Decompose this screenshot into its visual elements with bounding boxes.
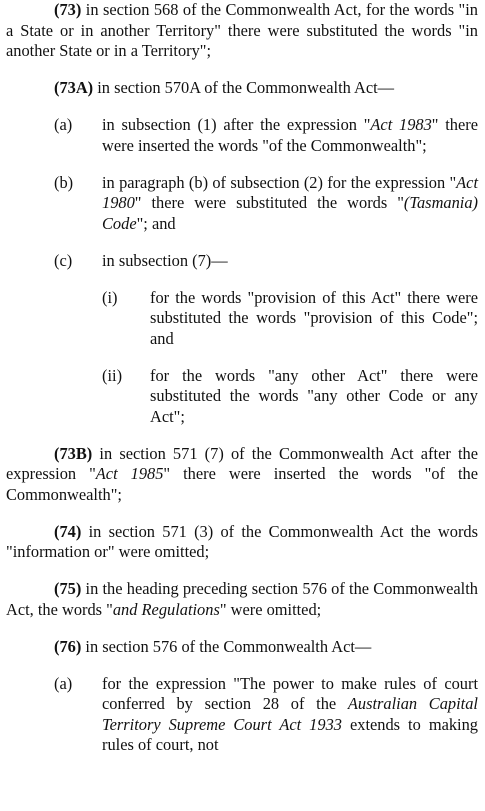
item-label: (c) [54,250,73,270]
item-label: (a) [54,115,73,134]
paragraph-number: (75) [54,579,82,598]
subitem-73a-c-i [6,288,478,350]
paragraph-text: in section 568 of the Commonwealth Act, for the words "in a State or in another Territory" there were substituted the words "in another State or in a Territory"; [6,0,478,60]
item-text-italic: Australian Capital Territory Supreme Court Act 1933 [102,694,478,734]
paragraph-text: " there were inserted the words "of the Commonwealth"; [6,464,478,504]
paragraph-73b [6,444,478,506]
item-text: " there were inserted the words "of the Commonwealth"; [102,115,478,155]
item-text-italic: Act 1980 [102,172,478,212]
item-text: "; and [136,213,176,233]
paragraph-text-italic: and Regulations [112,599,220,619]
paragraph-text: in section 570A of the Commonwealth Act— [93,78,395,97]
subitem-label: (ii) [102,365,123,385]
paragraph-text-italic: Act 1985 [95,464,164,483]
paragraph-73 [6,0,478,62]
subitem-73a-c-ii [6,366,478,428]
paragraph-text: in the heading preceding section 576 of the Commonwealth Act, the words " [6,579,478,619]
item-text: extends to making rules of court, not [102,714,478,754]
paragraph-76 [6,637,478,658]
item-text-italic: Act 1983 [370,115,432,134]
item-label: (a) [54,673,73,693]
item-73a-c [6,251,478,272]
item-text: in subsection (1) after the expression " [102,115,371,134]
subitem-text: for the words "provision of this Act" there were substituted the words "provision of this Code"; and [150,287,478,348]
item-76-a [6,674,478,756]
item-text: in subsection (7)— [102,250,228,270]
paragraph-text: in section 571 (7) of the Commonwealth Act after the expression " [6,443,478,483]
document-page [6,0,478,756]
item-text-italic: (Tasmania) Code [102,193,478,233]
paragraph-text: " were omitted; [219,599,322,619]
paragraph-number: (73B) [54,443,93,463]
subitem-label: (i) [102,287,118,307]
item-text: " there were substituted the words " [134,193,404,212]
paragraph-number: (73A) [54,78,94,97]
paragraph-74 [6,522,478,563]
item-text: in paragraph (b) of subsection (2) for the expression " [102,172,457,192]
paragraph-73a [6,78,478,99]
paragraph-75 [6,579,478,620]
paragraph-text: in section 571 (3) of the Commonwealth Act the words "information or" were omitted; [6,521,478,561]
item-label: (b) [54,172,74,192]
item-text: for the expression "The power to make rules of court conferred by section 28 of the [102,673,478,713]
item-73a-b [6,173,478,235]
item-73a-a [6,115,478,156]
paragraph-number: (73) [54,0,82,19]
paragraph-text: in section 576 of the Commonwealth Act— [81,636,372,656]
paragraph-number: (74) [54,521,82,541]
subitem-text: for the words "any other Act" there were substituted the words "any other Code or any Act"; [150,365,478,426]
paragraph-number: (76) [54,636,82,656]
